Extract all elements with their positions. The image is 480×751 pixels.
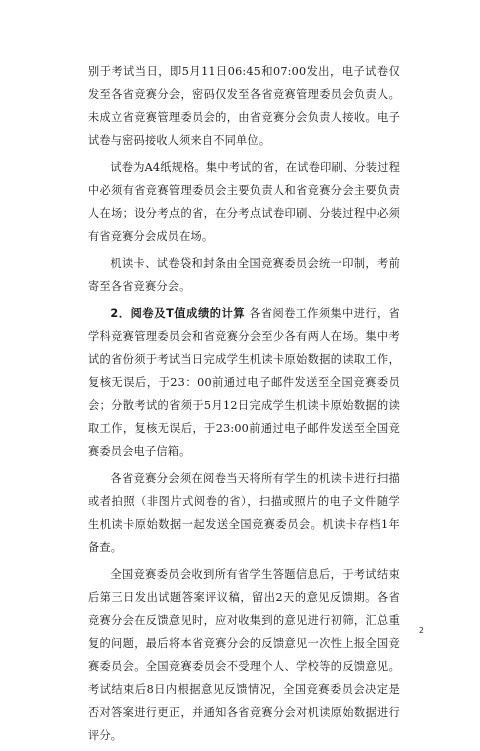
paragraph-text: 别于考试当日，即5月11日06:45和07:00发出，电子试卷仅发至各省竞赛分会，密码仅发至各省竞赛管理委员会负责人。未成立省竞赛管理委员会的，由省竞赛分会负责人接收。电子试卷与密码接收人须来自不同单位。 (88, 65, 400, 147)
paragraph-grading (88, 302, 400, 463)
paragraph-scanning (88, 467, 400, 559)
paragraph-text: 机读卡、试卷袋和封条由全国竞赛委员会统一印制，考前寄至各省竞赛分会。 (88, 257, 400, 293)
paragraph-exam-release (88, 60, 400, 152)
document-body (88, 60, 400, 751)
paragraph-answer-cards (88, 252, 400, 298)
paragraph-paper-size (88, 156, 400, 248)
paragraph-text: 全国竞赛委员会收到所有省学生答题信息后，于考试结束后第三日发出试题答案评议稿，留出2天的意见反馈期。各省竞赛分会在反馈意见时，应对收集到的意见进行初筛，汇总重复的问题，最后将本省竞赛分会的反馈意见一次性上报全国竞赛委员会。全国竞赛委员会不受理个人、学校等的反馈意见。考试结束后8日内根据意见反馈情况，全国竞赛委员会决定是否对答案进行更正，并通知各省竞赛分会对机读原始数据进行评分。 (88, 568, 400, 742)
paragraph-text: 试卷为A4纸规格。集中考试的省，在试卷印刷、分装过程中必须有省竞赛管理委员会主要负责人和省竞赛分会主要负责人在场；设分考点的省，在分考点试卷印刷、分装过程中必须有省竞赛分会成员在场。 (88, 161, 400, 243)
section-heading: 2．阅卷及T值成绩的计算 (110, 307, 246, 320)
page-number: 2 (418, 626, 424, 635)
paragraph-text: 各省阅卷工作须集中进行，省学科竞赛管理委员会和省竞赛分会至少各有两人在场。集中考试的省份须于考试当日完成学生机读卡原始数据的读取工作，复核无误后，于23：00前通过电子邮件发送至全国竞赛委员会；分散考试的省须于5月12日完成学生机读卡原始数据的读取工作，复核无误后，于23:00前通过电子邮件发送至全国竞赛委员会电子信箱。 (88, 307, 401, 458)
paragraph-text: 各省竞赛分会须在阅卷当天将所有学生的机读卡进行扫描或者拍照（非图片式阅卷的省），扫描或照片的电子文件随学生机读卡原始数据一起发送全国竞赛委员会。机读卡存档1年备查。 (88, 472, 400, 554)
paragraph-feedback (88, 563, 400, 747)
